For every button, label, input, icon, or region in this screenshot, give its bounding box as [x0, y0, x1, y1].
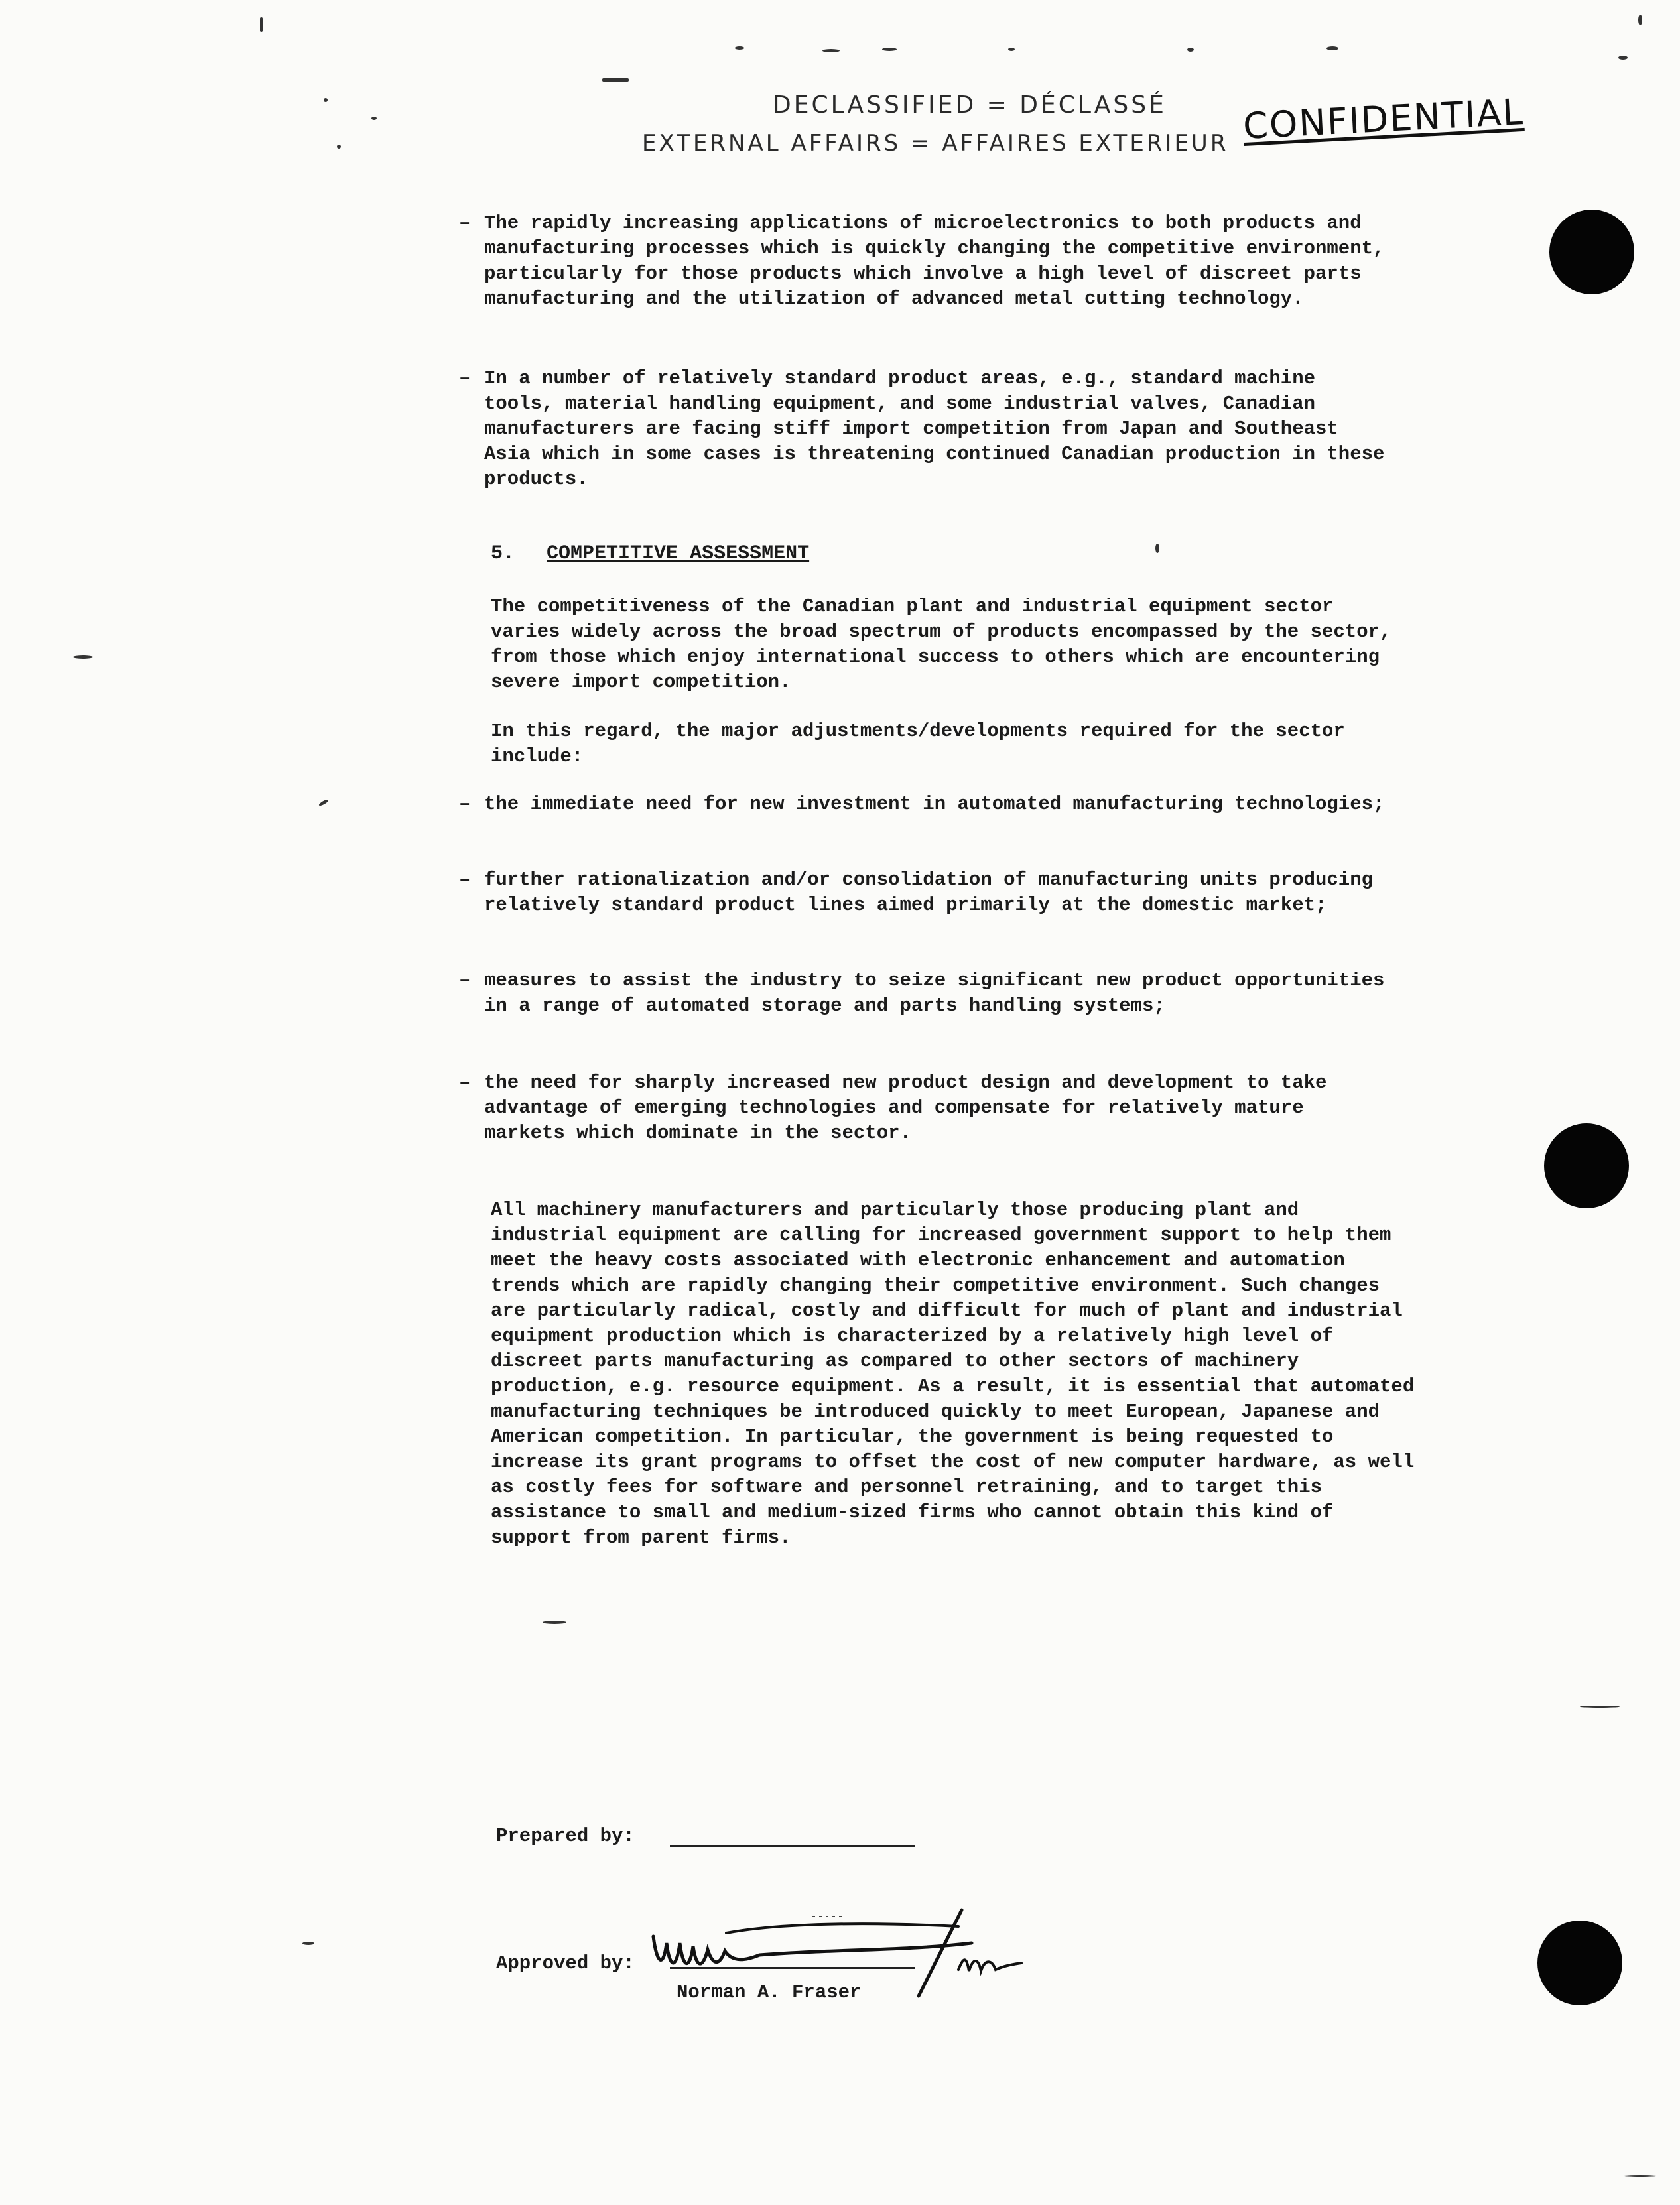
bullet-item: [459, 1070, 1393, 1146]
scan-speck: [1624, 2175, 1657, 2177]
paragraph-adjustments-intro: In this regard, the major adjustments/developments required for the sector include:: [491, 720, 1345, 767]
section-number: 5.: [491, 542, 515, 565]
section-heading: [491, 542, 809, 565]
scan-speck: [1580, 1706, 1620, 1708]
bullet-item: [459, 211, 1393, 312]
scan-speck: [1155, 544, 1159, 553]
bullet-text: further rationalization and/or consolidation of manufacturing units producing relatively standard product lines aimed primarily at the domestic market;: [484, 869, 1374, 916]
scan-speck: [882, 48, 897, 51]
section-title: COMPETITIVE ASSESSMENT: [547, 542, 810, 565]
bullet-text: the need for sharply increased new product design and development to take advantage of emerging technologies and compensate for relatively mature markets which dominate in the sector.: [484, 1072, 1327, 1144]
scan-speck: [73, 655, 93, 659]
scan-speck: [318, 798, 329, 806]
prepared-by-line: [670, 1845, 915, 1847]
scan-speck: [302, 1942, 314, 1945]
bullet-dash: –: [459, 1072, 471, 1094]
bullet-item: [459, 792, 1393, 817]
bullet-text: measures to assist the industry to seize significant new product opportunities in a range of automated storage and parts handling systems;: [484, 970, 1385, 1017]
prepared-by-label: Prepared by:: [496, 1825, 635, 1847]
approved-by-label: Approved by:: [496, 1952, 635, 1974]
scan-speck: [1326, 46, 1338, 50]
bullet-dash: –: [459, 869, 471, 891]
scan-speck: [1008, 48, 1015, 51]
hole-punch-middle: [1544, 1123, 1629, 1208]
scan-speck: [602, 78, 629, 82]
hole-punch-bottom: [1537, 1921, 1622, 2005]
bullet-item: [459, 867, 1393, 918]
scan-speck: [1618, 56, 1628, 60]
signer-name: Norman A. Fraser: [677, 1982, 862, 2003]
bullet-dash: –: [459, 970, 471, 991]
classification-label: CONFIDENTIAL: [1242, 90, 1525, 148]
hole-punch-top: [1549, 210, 1634, 294]
scan-speck: [324, 98, 328, 102]
bullet-item: [459, 968, 1393, 1019]
scan-speck: [543, 1621, 566, 1624]
paragraph-government-support: All machinery manufacturers and particularly those producing plant and industrial equipment are calling for increased government support to help them meet the heavy costs associated with electronic enhancement and automation trends which are rapidly changing their competitive environment. Such changes are particularly radical, costly and difficult for much of plant and industrial equipment production which is characterized by a relatively high level of discreet parts manufacturing as compared to other sectors of machinery production, e.g. resource equipment. As a result, it is essential that automated manufacturing techniques be introduced quickly to meet European, Japanese and American competition. In particular, the government is being requested to increase its grant programs to offset the cost of new computer hardware, as well as costly fees for software and personnel retraining, and to target this assistance to small and medium-sized firms who cannot obtain this kind of support from parent firms.: [491, 1199, 1415, 1548]
bullet-text: the immediate need for new investment in automated manufacturing technologies;: [484, 793, 1385, 815]
bullet-dash: –: [459, 212, 471, 234]
scan-speck: [822, 49, 840, 52]
bullet-dash: –: [459, 367, 471, 389]
bullet-text: In a number of relatively standard product areas, e.g., standard machine tools, material handling equipment, and some industrial valves, Canadian manufacturers are facing stiff import competition from Japan and Southeast Asia which in some cases is threatening continued Canadian production in these products.: [484, 367, 1385, 490]
scan-speck: [371, 117, 377, 120]
bullet-item: [459, 366, 1393, 492]
scan-speck: [260, 17, 263, 32]
scan-speck: [337, 145, 341, 149]
paragraph-competitiveness: The competitiveness of the Canadian plant and industrial equipment sector varies widely across the broad spectrum of products encompassed by the sector, from those which enjoy international success to others which are encountering severe import competition.: [491, 596, 1391, 693]
external-affairs-stamp: EXTERNAL AFFAIRS = AFFAIRES EXTERIEUR: [642, 130, 1229, 157]
scan-speck: [735, 46, 744, 50]
scan-speck: [1638, 15, 1642, 25]
bullet-dash: –: [459, 793, 471, 815]
bullet-text: The rapidly increasing applications of microelectronics to both products and manufacturing processes which is quickly changing the competitive environment, particularly for those products which involve a high level of discreet parts manufacturing and the utilization of advanced metal cutting technology.: [484, 212, 1385, 310]
scan-speck: [1187, 48, 1194, 52]
declassified-stamp: DECLASSIFIED = DÉCLASSÉ: [773, 92, 1167, 119]
